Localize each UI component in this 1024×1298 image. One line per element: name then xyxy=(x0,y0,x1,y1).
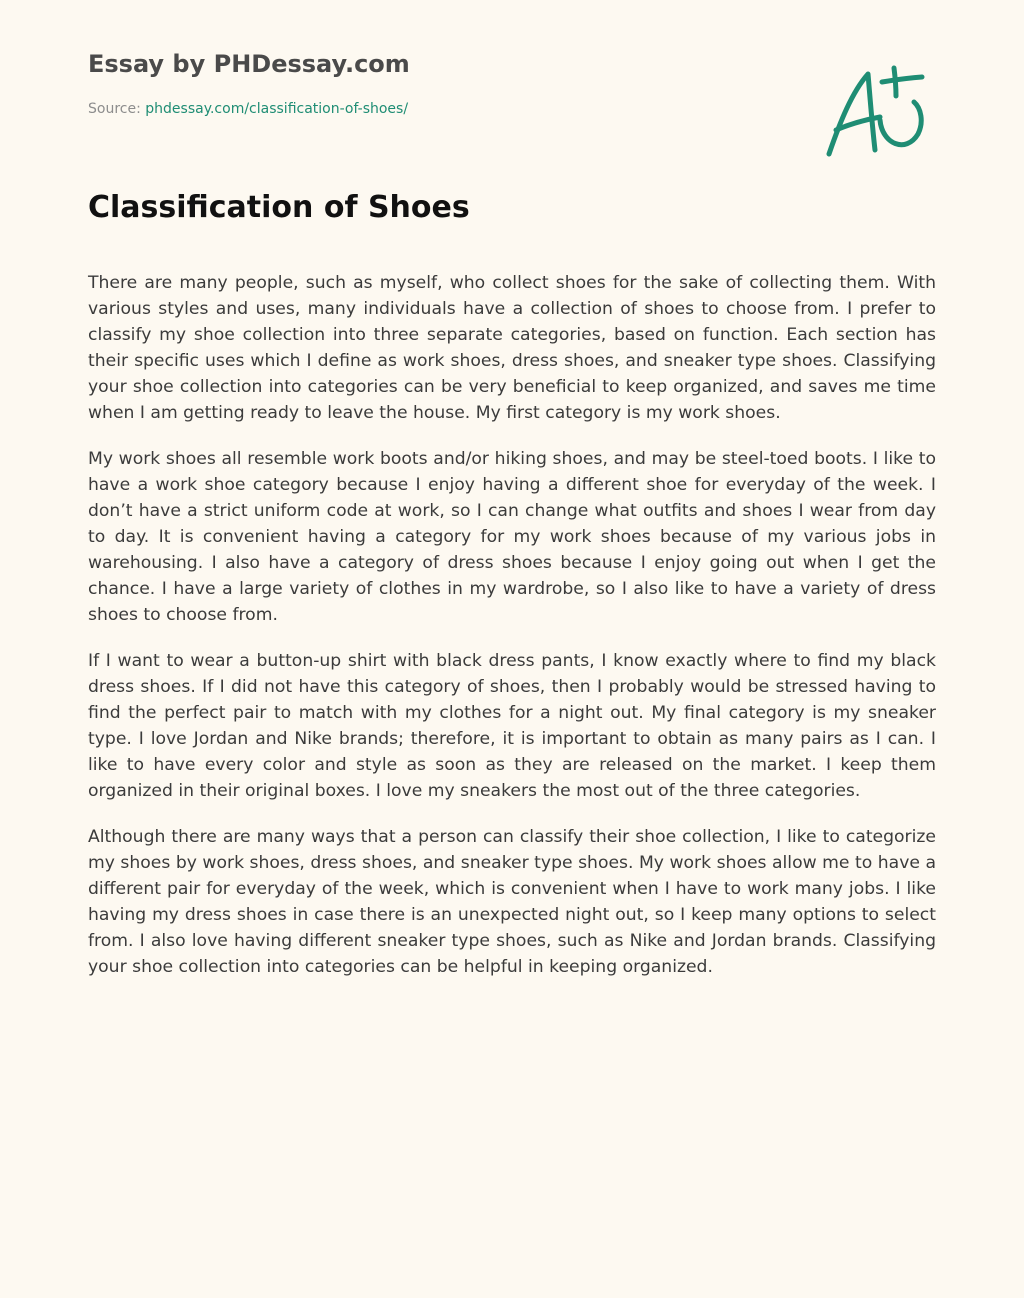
essay-paragraph: My work shoes all resemble work boots and/or hiking shoes, and may be steel-toed boots. I like to have a work shoe category because I enjoy having a different shoe for everyday of the week. I don’t have a strict uniform code at work, so I can change what outfits and shoes I wear from day to day. It is convenient having a category for my work shoes because of my various jobs in warehousing. I also have a category of dress shoes because I enjoy going out when I get the chance. I have a large variety of clothes in my wardrobe, so I also like to have a variety of dress shoes to choose from. xyxy=(88,449,936,625)
a-plus-grade-icon xyxy=(822,62,932,162)
source-line xyxy=(88,101,408,117)
essay-title: Classification of Shoes xyxy=(88,190,470,225)
essay-paragraph: If I want to wear a button-up shirt with black dress pants, I know exactly where to find my black dress shoes. If I did not have this category of shoes, then I probably would be stressed having to find the perfect pair to match with my clothes for a night out. My final category is my sneaker type. I love Jordan and Nike brands; therefore, it is important to obtain as many pairs as I can. I like to have every color and style as soon as they are released on the market. I keep them organized in their original boxes. I love my sneakers the most out of the three categories. xyxy=(88,651,936,801)
essay-paragraph: Although there are many ways that a person can classify their shoe collection, I like to categorize my shoes by work shoes, dress shoes, and sneaker type shoes. My work shoes allow me to have a different pair for everyday of the week, which is convenient when I have to work many jobs. I like having my dress shoes in case there is an unexpected night out, so I keep many options to select from. I also love having different sneaker type shoes, such as Nike and Jordan brands. Classifying your shoe collection into categories can be helpful in keeping organized. xyxy=(88,827,936,977)
source-link[interactable]: phdessay.com/classification-of-shoes/ xyxy=(145,101,409,117)
essay-paragraph: There are many people, such as myself, who collect shoes for the sake of collecting them. With various styles and uses, many individuals have a collection of shoes to choose from. I prefer to classify my shoe collection into three separate categories, based on function. Each section has their specific uses which I define as work shoes, dress shoes, and sneaker type shoes. Classifying your shoe collection into categories can be very beneficial to keep organized, and saves me time when I am getting ready to leave the house. My first category is my work shoes. xyxy=(88,273,936,423)
essay-body xyxy=(88,270,936,1000)
source-label: Source: xyxy=(88,101,141,117)
brand-heading: Essay by PHDessay.com xyxy=(88,50,410,78)
